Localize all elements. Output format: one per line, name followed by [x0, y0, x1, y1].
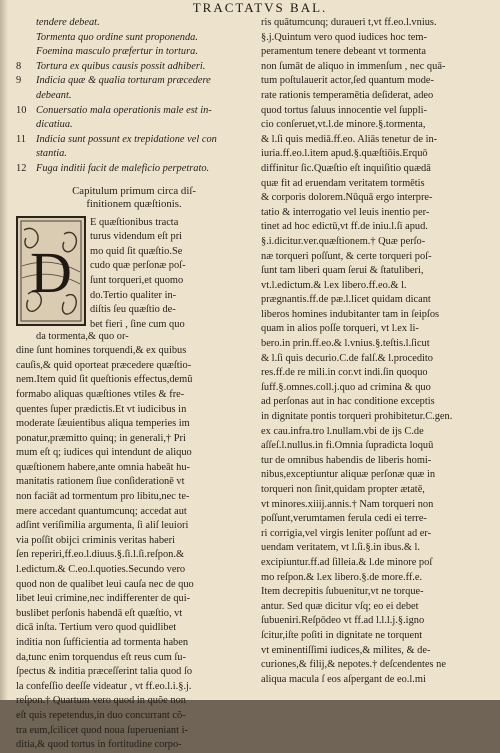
- text-line: da,tunc enim torquendus eſt reus cum ſu-: [16, 651, 186, 663]
- text-line: bero.in prin.ff.eo.& l.vnius.§.teſtis.l.ſicut: [261, 338, 430, 350]
- chapter-heading-line: finitionem quæſtionis.: [86, 198, 182, 211]
- text-line: turus videndum eſt pri: [90, 231, 183, 243]
- text-line: ad perſonas aut in hac conditione exceptis: [261, 396, 435, 408]
- text-line: ponatur,præmitto quinq; in generali,† Pri: [16, 432, 186, 444]
- text-line: bet fieri , ſine cum quo: [90, 318, 185, 330]
- text-line: iuria.ff.eo.l.item apud.§.quæſtiōis.Erquō: [261, 148, 428, 160]
- text-line: dine ſunt homines torquendi,& ex quibus: [16, 345, 187, 357]
- text-line: ri corrigia,vel virgis leniter poſſunt ad er-: [261, 527, 432, 539]
- text-line: inditia non ſufficientia ad tormenta haben: [16, 637, 189, 648]
- text-line: tra eum,ſcilicet quod noua ſuperueniant i-: [16, 724, 188, 736]
- text-line: ſubueniri.Reſpōdeo vt ff.ad l.l.l.j.§.igno: [261, 615, 425, 627]
- text-line: ex cau.infra.tro l.nullam.vbi de ijs C.de: [261, 425, 424, 437]
- text-line: ſpectus & inditia præceſſerint talia quod ſo: [16, 666, 193, 678]
- text-line: nibus,exceptiuntur aliquæ perſonæ quæ in: [261, 469, 436, 481]
- text-line: eſt quis repetendus,in duo concurrant cõ-: [16, 709, 186, 721]
- summary-list: [16, 16, 252, 177]
- text-line: vt minores.xiiij.annis.† Nam torqueri non: [261, 498, 434, 510]
- text-line: mum eſt q; iudices qui intendunt de aliquo: [16, 447, 192, 459]
- text-line: cudo quæ perſonæ poſ-: [90, 260, 186, 272]
- text-line: ſuff.§.omnes.coll.j.quo ad crimina & quo: [261, 381, 431, 393]
- text-line: quentes ſuper prædictis.Et vt iudicibus in: [16, 403, 187, 415]
- text-line: adſint veriſimilia argumenta, ſi aliſ leuiori: [16, 520, 189, 532]
- text-line: §.j.Quintum vero quod iudices hoc tem-: [261, 31, 427, 43]
- text-line: quæ fit ad eruendam veritatem tormētis: [261, 177, 425, 189]
- text-line: prægnantis.ff.de pæ.l.licet quidam dicant: [261, 294, 431, 306]
- text-line: moderate ſæuientibus aliqua temperies im: [16, 418, 190, 430]
- summary-line: stantia.: [36, 148, 67, 160]
- text-line: diffinitur ſic.Quæſtio eſt inquiſitio quædā: [261, 162, 431, 174]
- text-line: formabo aliquas quæſtiones vtiles & fre-: [16, 388, 185, 400]
- gutter-shadow: [0, 0, 8, 700]
- text-line: la confeſſio deeſſe videatur , vt ff.eo.l.i.§.j.: [16, 680, 192, 692]
- text-line: ſunt tam liberi quam ſerui & ſtatuliberi,: [261, 265, 424, 277]
- text-line: tatio & interrogatio vel leuis inentio per-: [261, 206, 430, 218]
- text-line: cio conſeruet,vt.l.de minore.§.tormenta,: [261, 119, 426, 131]
- text-line: Item decrepitis ſubuenitur,vt ne torque-: [261, 586, 424, 598]
- text-line: mo quid ſit quæſtio.Se: [90, 245, 183, 257]
- text-line: mo reſpon.& l.ex libero.§.de more.ff.e.: [261, 571, 423, 583]
- left-body-text: [16, 330, 252, 753]
- text-line: cauſis,& quid oporteat præcedere quæſtio-: [16, 359, 192, 371]
- text-line: torqueri non ſinit,quidam propter ætatē,: [261, 484, 425, 495]
- text-line: vt.l.edictum.& l.ex libero.ff.eo.& l.: [261, 279, 407, 291]
- initial-paragraph: [16, 216, 252, 330]
- summary-line: Foemina masculo præfertur in tortura.: [36, 46, 198, 58]
- text-line: rate rationis temperamētia deſiderat, adeo: [261, 89, 434, 101]
- text-line: in dignitate pontis torqueri prohibitetur.C.gen.: [261, 411, 453, 423]
- text-line: curiones,& filij,& nepotes.† deſcendentes ne: [261, 659, 446, 671]
- text-line: ris quātumcunq; duraueri t,vt ff.eo.l.vnius.: [261, 17, 437, 28]
- summary-line: tendere debeat.: [36, 17, 100, 28]
- text-line: dicā inſta. Tertium vero quod quidlibet: [16, 622, 177, 634]
- text-line: quam in alios poſſe torqueri, vt l.ex li-: [261, 323, 419, 335]
- text-line: quod non de qualibet leui cauſa nec de quo: [16, 578, 194, 590]
- text-line: ſunt torqueri,et quomo: [90, 274, 184, 286]
- spacer: [16, 177, 252, 185]
- text-line: ſen reperiri,ff.eo.l.diuus.§.ſi.l.ſi.reſpon.&: [16, 549, 185, 561]
- text-line: aliqua macula ſ eos aſpergant de eo.l.mi: [261, 673, 426, 685]
- chapter-heading-line: Capitulum primum circa diſ-: [72, 184, 196, 197]
- text-line: res.ff.de re mili.in cor.vt indi.ſin quoquo: [261, 367, 428, 379]
- text-line: ditia,& quod tortus in fortitudine corpo-: [16, 739, 182, 751]
- left-column: [16, 16, 252, 753]
- text-line: non faciāt ad tormentum pro libitu,nec te-: [16, 491, 190, 503]
- text-line: & corporis dolorem.Nūquā ergo interpre-: [261, 192, 433, 204]
- text-line: tinet ad hoc edictū,vt ff.de iniu.l.ſi apud.: [261, 221, 428, 233]
- text-line: & l.ſi quis mediā.ff.eo. Aliās tenetur de in-: [261, 133, 438, 145]
- text-line: via poſſit obijci criminis veritas haberi: [16, 534, 175, 546]
- chapter-heading: [16, 185, 252, 212]
- text-line: excipiuntur.ff.ad ſilleia.& l.de minore poſ: [261, 556, 433, 568]
- text-line: tur de omnibus habendis de liberis homi-: [261, 454, 432, 466]
- right-column: [261, 16, 497, 687]
- text-line: buslibet perſonis habendā eſt quæſtio, vt: [16, 607, 183, 619]
- text-line: poſſunt,verumtamen ferula cedi ei terre-: [261, 513, 427, 525]
- text-line: nem.Item quid ſit queſtionis effectus,demũ: [16, 374, 193, 386]
- summary-line: 10 Conuersatio mala operationis male est in-: [16, 104, 212, 116]
- text-line: manitatis rationem ſiue conſiderationē vt: [16, 476, 185, 488]
- text-line: da tormenta,& quo or-: [36, 330, 129, 342]
- summary-line: dicatiua.: [36, 119, 73, 131]
- text-line: do.Tertio qualiter in-: [90, 289, 177, 301]
- text-line: quæſtionem habere,ante omnia habeāt hu-: [16, 461, 190, 473]
- text-line: antur. Sed quæ dicitur vſq; eo ei debet: [261, 600, 419, 612]
- running-head: TRACTATVS BAL.: [192, 0, 328, 15]
- text-line: tum poſtulauerit actor,ſed quantum mode-: [261, 75, 435, 87]
- text-line: §.i.dicitur.ver.quæſtionem.† Quæ perſo-: [261, 235, 426, 247]
- text-line: l.edictum.& C.eo.l.quoties.Secundo vero: [16, 564, 186, 576]
- text-line: peramentum tenere debeant vt tormenta: [261, 46, 427, 58]
- text-line: E quæſtionibus tracta: [90, 216, 179, 228]
- text-line: non ſumāt de aliquo in immenſum , nec quā-: [261, 60, 446, 72]
- text-line: reſpon.† Quartum vero quod in quõe non: [16, 695, 186, 707]
- summary-line: Tormenta quo ordine sunt proponenda.: [36, 31, 198, 43]
- summary-line: 9 Indicia quæ & qualia torturam præcedere: [16, 75, 211, 87]
- text-line: næ torqueri poſſunt, & certe torqueri poſ-: [261, 250, 432, 262]
- summary-line: 8 Tortura ex quibus causis possit adhiberi.: [16, 60, 206, 72]
- text-line: & l.ſi quis decurio.C.de falſ.& l.procedito: [261, 352, 433, 364]
- summary-line: 11 Indicia sunt possunt ex trepidatione vel con: [16, 133, 217, 145]
- summary-line: 12 Fuga inditii facit de maleficio perpetrato.: [16, 162, 210, 174]
- text-line: mere accedant quantumcunq; accedat aut: [16, 505, 187, 517]
- text-line: quod tortus ſaluus innocentie vel ſuppli-: [261, 104, 427, 116]
- text-line: vt eminentiſſimi iudices,& milites, & de-: [261, 644, 431, 656]
- text-line: diſtis ſeu quæſtio de-: [90, 304, 176, 316]
- woodcut-initial-d: [16, 216, 86, 326]
- initial-letter: D: [30, 239, 72, 305]
- text-line: ſcitur,iſte poſiti in dignitate ne torquent: [261, 629, 423, 641]
- text-line: uendam veritatem, vt l.ſi.§.in ibus.& l.: [261, 542, 421, 554]
- text-line: liberos homines indubitanter tam in ſeipſos: [261, 308, 440, 320]
- text-line: libet leui crimine,nec indifferenter de qui-: [16, 593, 191, 605]
- text-line: aſſeſ.l.nullus.in fi.Omnia ſupradicta loquū: [261, 440, 434, 452]
- summary-line: debeant.: [36, 89, 72, 101]
- initial-text: [90, 216, 252, 333]
